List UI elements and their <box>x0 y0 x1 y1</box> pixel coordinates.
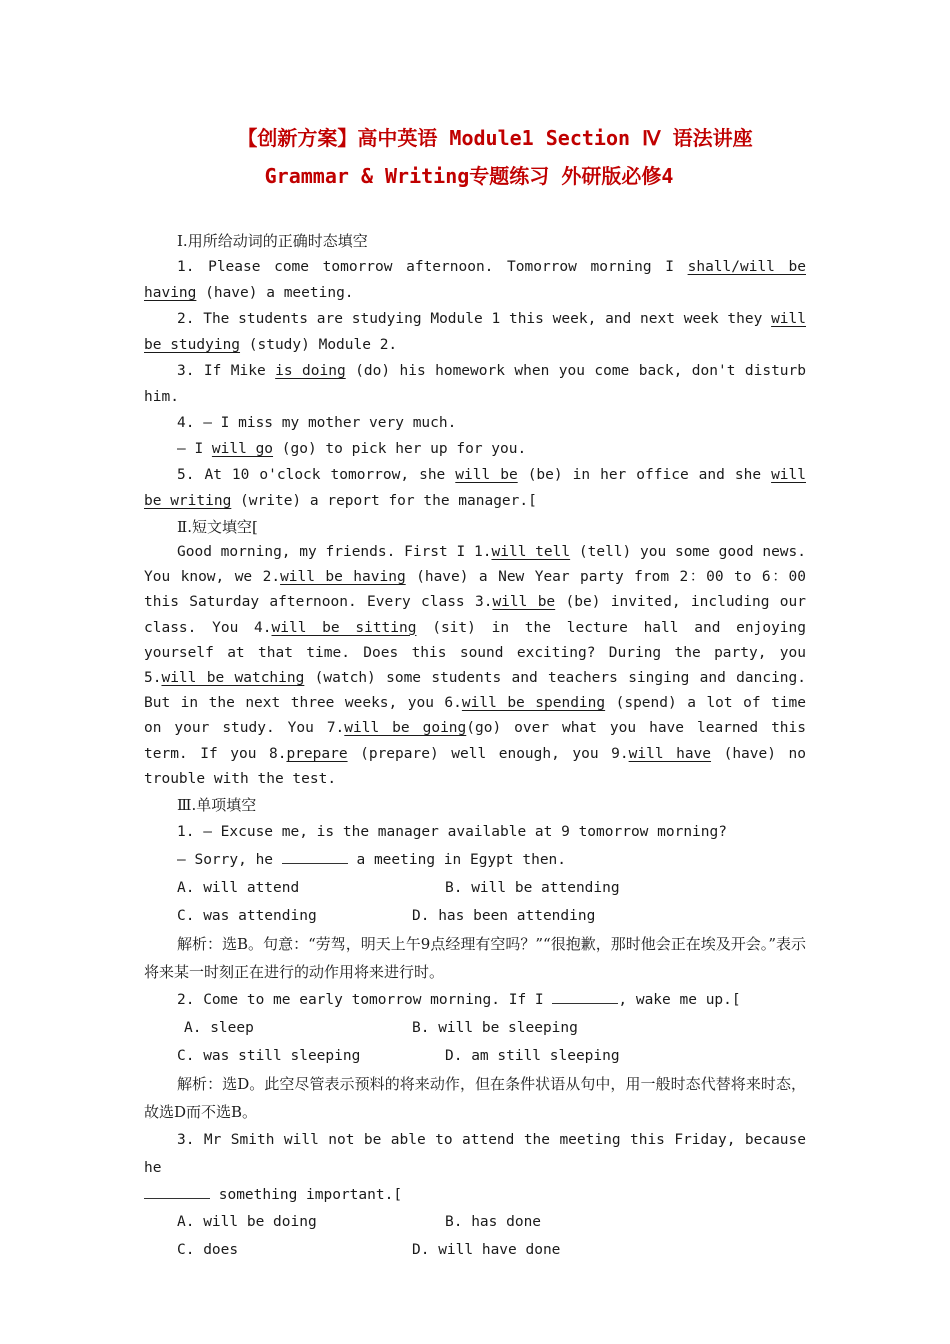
p3-q3-line1: 3. Mr Smith will not be able to attend the meeting this Friday, because he <box>144 1132 806 1177</box>
p1-question-5: 5. At 10 o'clock tomorrow, she will be (be) in her office and she will be writing (write) a report for the manager.[ <box>144 467 806 509</box>
answer: will have <box>628 745 712 762</box>
answer: prepare <box>286 745 348 762</box>
p3-q1-analysis: 解析：选B。句意：“劳驾，明天上午9点经理有空吗？”“很抱歉，那时他会正在埃及开会。”表示将来某一时刻正在进行的动作用将来进行时。 <box>144 935 806 982</box>
p1-question-1: 1. Please come tomorrow afternoon. Tomorrow morning I shall/will be having (have) a meeting. <box>144 259 806 301</box>
answer: will tell <box>491 544 571 560</box>
answer: is doing <box>275 363 346 379</box>
answer: shall/will be having <box>144 259 806 301</box>
p3-q3-line2: something important.[ <box>144 1182 806 1208</box>
p3-q1-line2: — Sorry, he a meeting in Egypt then. <box>144 846 806 874</box>
answer-blank <box>144 1184 210 1199</box>
answer: will be <box>455 467 518 483</box>
p3-q2-options-cd: C. was still sleeping D. am still sleeping <box>177 1048 620 1065</box>
p1-question-4a: 4. — I miss my mother very much. <box>177 415 457 431</box>
cloze-passage: Good morning, my friends. First I 1.will tell (tell) you some good news. You know, we 2.will be having (have) a New Year party from 2：00 to 6：00 this Saturday afternoon. Every class 3.will be (be) invited, including our class. You 4.will be sitting (sit) in the lecture hall and enjoying yourself at that time. Does this sound exciting? During the party, you 5.will be watching (watch) some students and teachers singing and dancing. But in the next three weeks, you 6.will be spending (spend) a lot of time on your study. You 7.will be going(go) over what you have learned this term. If you 8.prepare (prepare) well enough, you 9.will have (have) no trouble with the test. <box>144 544 807 787</box>
p3-q2-options-ab: A. sleep B. will be sleeping <box>184 1020 578 1037</box>
p1-question-2: 2. The students are studying Module 1 this week, and next week they will be studying (study) Module 2. <box>144 311 806 353</box>
answer: will be writing <box>144 467 806 509</box>
p3-q1-options-cd: C. was attending D. has been attending <box>177 908 596 925</box>
part1-heading: Ⅰ.用所给动词的正确时态填空 <box>177 232 368 250</box>
answer-blank <box>552 989 618 1004</box>
p3-q2-line1: 2. Come to me early tomorrow morning. If I , wake me up.[ <box>144 986 806 1014</box>
answer: will be watching <box>161 670 305 687</box>
answer: will be <box>492 594 556 611</box>
p1-question-4b: — I will go (go) to pick her up for you. <box>177 441 527 457</box>
answer: will be going <box>344 720 467 737</box>
answer: will be studying <box>144 311 806 353</box>
answer: will be spending <box>461 695 606 712</box>
p3-q3-options-ab: A. will be doing B. has done <box>177 1214 542 1231</box>
part3-heading: Ⅲ.单项填空 <box>177 796 257 815</box>
answer-blank <box>282 849 348 864</box>
part2-heading: Ⅱ.短文填空[ <box>177 518 258 536</box>
doc-title-line2: Grammar & Writing专题练习 外研版必修4 <box>264 164 674 188</box>
document-body <box>144 228 806 1264</box>
answer: will be sitting <box>271 619 417 636</box>
p3-q1-line1: 1. — Excuse me, is the manager available at 9 tomorrow morning? <box>177 824 727 841</box>
p3-q2-analysis: 解析：选D。此空尽管表示预料的将来动作，但在条件状语从句中，用一般时态代替将来时态，故选D而不选B。 <box>144 1075 806 1122</box>
doc-title-line1: 【创新方案】高中英语 Module1 Section Ⅳ 语法讲座 <box>237 126 753 150</box>
answer: will be having <box>280 569 406 586</box>
p1-question-3: 3. If Mike is doing (do) his homework when you come back, don't disturb him. <box>144 363 806 405</box>
answer: will go <box>211 441 274 457</box>
p3-q1-options-ab: A. will attend B. will be attending <box>177 880 620 897</box>
p3-q3-options-cd: C. does D. will have done <box>177 1242 561 1259</box>
